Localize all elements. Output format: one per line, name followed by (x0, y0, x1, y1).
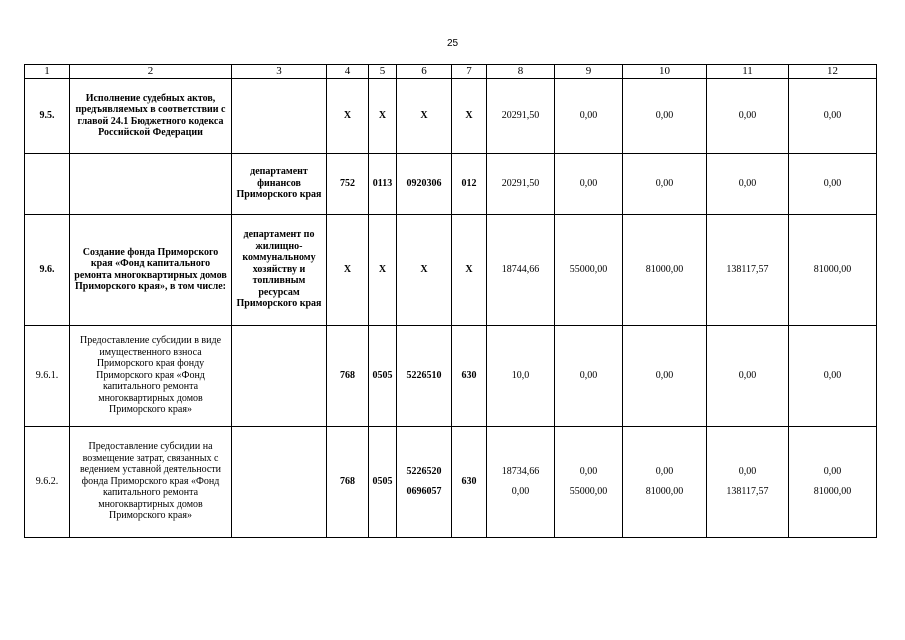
row-value-9 (555, 426, 623, 537)
col-header: 1 (25, 65, 70, 79)
table-row (25, 214, 877, 325)
row-code-grbs: 768 (327, 426, 369, 537)
row-value-11 (707, 426, 789, 537)
row-value-12-b: 81000,00 (813, 485, 852, 497)
col-header: 8 (487, 65, 555, 79)
row-value-8 (487, 426, 555, 537)
row-value-10-b: 81000,00 (645, 485, 684, 497)
row-description: Создание фонда Приморского края «Фонд капитального ремонта многоквартирных домов Приморского края», в том числе: (70, 214, 232, 325)
col-header: 4 (327, 65, 369, 79)
row-value-11-b: 138117,57 (726, 485, 769, 497)
row-value-10: 0,00 (623, 78, 707, 153)
col-header: 10 (623, 65, 707, 79)
row-code-target: 0920306 (397, 153, 452, 214)
row-value-10-a: 0,00 (655, 466, 674, 478)
col-header: 11 (707, 65, 789, 79)
row-code-grbs: 752 (327, 153, 369, 214)
col-header: 5 (369, 65, 397, 79)
row-code-grbs: Х (327, 214, 369, 325)
col-header: 2 (70, 65, 232, 79)
row-code-type: 630 (452, 325, 487, 426)
row-value-8: 18744,66 (487, 214, 555, 325)
row-code-target: Х (397, 214, 452, 325)
budget-table (24, 64, 877, 538)
row-executor (232, 426, 327, 537)
row-description: Предоставление субсидии в виде имущественного взноса Приморского края фонду Приморского края «Фонд капитального ремонта многоквартирных домов Приморского края» (70, 325, 232, 426)
table-row (25, 426, 877, 537)
row-value-12: 0,00 (789, 78, 877, 153)
row-code-grbs: 768 (327, 325, 369, 426)
row-description: Исполнение судебных актов, предъявляемых в соответствии с главой 24.1 Бюджетного кодекса Российской Федерации (70, 78, 232, 153)
row-code-type: Х (452, 214, 487, 325)
row-value-10: 81000,00 (623, 214, 707, 325)
row-code-target: Х (397, 78, 452, 153)
row-code-section: 0505 (369, 325, 397, 426)
row-number: 9.6.1. (25, 325, 70, 426)
table-row (25, 153, 877, 214)
row-description: Предоставление субсидии на возмещение затрат, связанных с ведением уставной деятельности фонда Приморского края «Фонд капитального ремонта многоквартирных домов Приморского края» (70, 426, 232, 537)
row-value-11: 0,00 (707, 153, 789, 214)
row-executor (232, 78, 327, 153)
row-code-target (397, 426, 452, 537)
row-code-target: 5226510 (397, 325, 452, 426)
row-value-10: 0,00 (623, 153, 707, 214)
row-code-grbs: Х (327, 78, 369, 153)
row-value-8-a: 18734,66 (501, 466, 540, 478)
row-code-target-a: 5226520 (406, 466, 442, 478)
row-value-11: 138117,57 (707, 214, 789, 325)
row-value-9: 55000,00 (555, 214, 623, 325)
header-row (25, 65, 877, 79)
page-number: 25 (446, 38, 459, 49)
col-header: 3 (232, 65, 327, 79)
row-value-12: 0,00 (789, 325, 877, 426)
row-number: 9.6.2. (25, 426, 70, 537)
row-value-8: 20291,50 (487, 78, 555, 153)
row-code-section: Х (369, 78, 397, 153)
row-code-target-b: 0696057 (406, 485, 442, 497)
row-executor: департамент финансов Приморского края (232, 153, 327, 214)
row-value-12: 0,00 (789, 153, 877, 214)
row-code-section: 0505 (369, 426, 397, 537)
row-code-section: 0113 (369, 153, 397, 214)
row-number: 9.5. (25, 78, 70, 153)
col-header: 6 (397, 65, 452, 79)
row-code-type: 012 (452, 153, 487, 214)
row-value-12 (789, 426, 877, 537)
row-value-9: 0,00 (555, 153, 623, 214)
row-number: 9.6. (25, 214, 70, 325)
row-value-11: 0,00 (707, 78, 789, 153)
row-value-10 (623, 426, 707, 537)
row-value-8: 20291,50 (487, 153, 555, 214)
row-number (25, 153, 70, 214)
row-value-8: 10,0 (487, 325, 555, 426)
table-row (25, 325, 877, 426)
row-description (70, 153, 232, 214)
row-code-section: Х (369, 214, 397, 325)
row-value-8-b: 0,00 (511, 485, 530, 497)
col-header: 9 (555, 65, 623, 79)
table-row (25, 78, 877, 153)
row-executor (232, 325, 327, 426)
col-header: 7 (452, 65, 487, 79)
row-value-9-a: 0,00 (579, 466, 598, 478)
row-code-type: Х (452, 78, 487, 153)
row-value-9: 0,00 (555, 78, 623, 153)
row-value-11-a: 0,00 (738, 466, 757, 478)
row-value-9-b: 55000,00 (569, 485, 608, 497)
row-value-12-a: 0,00 (823, 466, 842, 478)
col-header: 12 (789, 65, 877, 79)
row-value-12: 81000,00 (789, 214, 877, 325)
row-value-10: 0,00 (623, 325, 707, 426)
row-code-type: 630 (452, 426, 487, 537)
row-value-9: 0,00 (555, 325, 623, 426)
row-value-11: 0,00 (707, 325, 789, 426)
row-executor: департамент по жилищно-коммунальному хозяйству и топливным ресурсам Приморского края (232, 214, 327, 325)
